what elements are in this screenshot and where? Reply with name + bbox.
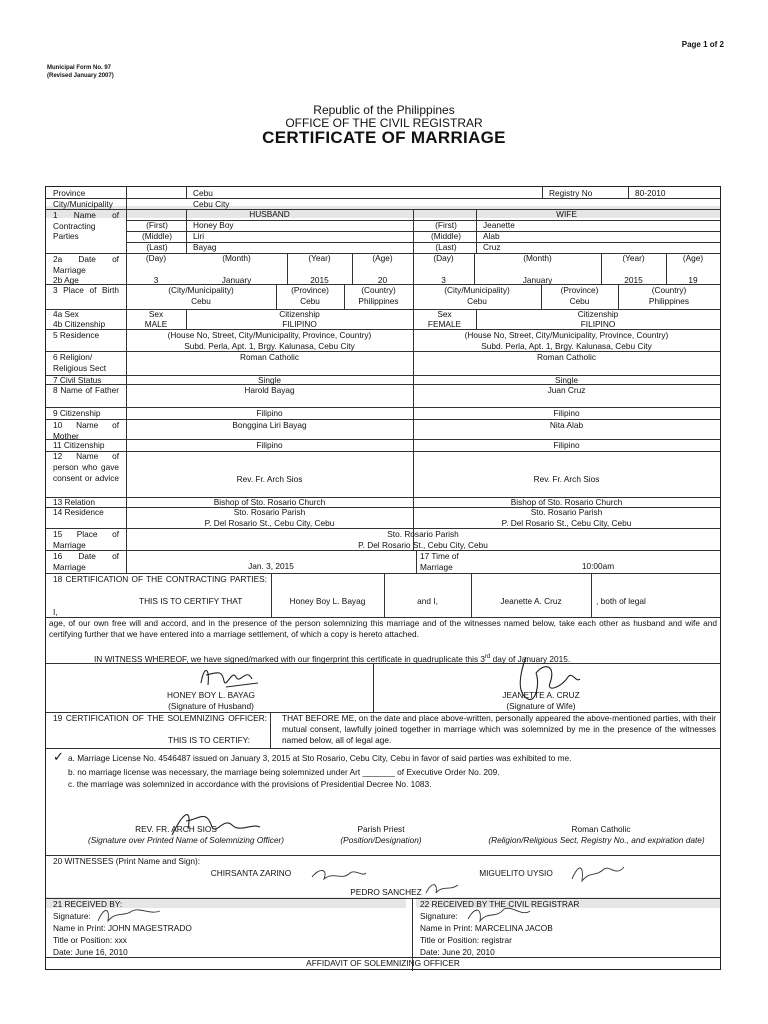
sex-label-w: Sex	[437, 309, 452, 319]
cert18-witness-post: day of January 2015.	[490, 653, 571, 664]
wife-birth-country: Philippines	[648, 296, 690, 306]
husband-civil-status: Single	[257, 375, 282, 385]
wife-day: 3	[441, 275, 446, 285]
cert19-label: 19 CERTIFICATION OF THE SOLEMNIZING OFFICER:	[53, 713, 267, 723]
cert18-witness-pre: IN WITNESS WHEREOF, we have signed/marked with our fingerprint this certificate in quadruplicate this 3	[94, 653, 486, 664]
form-number	[47, 64, 114, 80]
middle-label-w: (Middle)	[431, 231, 461, 241]
country-label-h: (Country)	[361, 285, 396, 295]
cert18-both: , both of legal	[596, 596, 646, 606]
citizenship11-label: 11 Citizenship	[53, 440, 105, 450]
wife-father: Juan Cruz	[547, 385, 586, 395]
husband-residence: Subd. Perla, Apt. 1, Brgy. Kalunasa, Cebu City	[184, 341, 355, 351]
husband-citizenship: FILIPINO	[282, 319, 317, 329]
husband-sex: MALE	[144, 319, 168, 329]
marriage-time: 10:00am	[581, 561, 615, 571]
cert18-paragraph: age, of our own free will and accord, and in the presence of the person solemnizing this marriage and of the witnesses named below, take each other as husband and wife and certifying further that we have entered into a marriage settlement, of which a copy is hereto attached.	[49, 618, 717, 639]
wife-age: 19	[688, 275, 698, 285]
witness-2: MIGUELITO UYSIO	[479, 868, 553, 878]
received21-signature: Signature:	[53, 911, 91, 921]
wife-residence: Subd. Perla, Apt. 1, Brgy. Kalunasa, Cebu City	[481, 341, 652, 351]
cert19-certify: THIS IS TO CERTIFY:	[168, 735, 251, 745]
cert18-and-i: and I,	[417, 596, 438, 606]
province-label-w: (Province)	[560, 285, 599, 295]
cert18-husband-name: Honey Boy L. Bayag	[289, 596, 366, 606]
husband-birth-country: Philippines	[358, 296, 399, 306]
city-value: Cebu City	[193, 199, 230, 209]
wife-civil-status: Single	[554, 375, 579, 385]
office-heading: OFFICE OF THE CIVIL REGISTRAR	[285, 116, 483, 130]
cert18-witness-line	[94, 652, 570, 664]
cert19-text: THAT BEFORE ME, on the date and place above-written, personally appeared the above-mentioned parties, with their mutual consent, lawfully joined together in marriage which was solemnized by me in the presence of the witnesses named below, all of legal age.	[282, 713, 716, 745]
husband-signature	[196, 663, 266, 693]
footer-affidavit: AFFIDAVIT OF SOLEMNIZING OFFICER	[306, 958, 460, 968]
age-label-h: (Age)	[372, 253, 393, 263]
citizenship-row-label: 4b Citizenship	[53, 319, 106, 329]
father-label: 8 Name of Father	[53, 385, 119, 395]
residence-label: 5 Residence	[53, 330, 100, 340]
husband-month: January	[221, 275, 252, 285]
citizenship-label-h: Citizenship	[279, 309, 320, 319]
province-label-h: (Province)	[291, 285, 329, 295]
religion-caption: (Religion/Religious Sect, Registry No., and expiration date)	[488, 835, 705, 845]
religion-label: 6 Religion/ Religious Sect	[53, 352, 107, 373]
received21-date: Date: June 16, 2010	[53, 947, 128, 957]
wife-year: 2015	[624, 275, 643, 285]
time-marriage-label: 17 Time of Marriage	[420, 551, 459, 572]
first-label-w: (First)	[435, 220, 457, 230]
document-title: CERTIFICATE OF MARRIAGE	[262, 128, 506, 147]
cert19-option-a: a. Marriage License No. 4546487 issued on January 3, 2015 at Sto Rosario, Cebu City, Cebu in favor of said parties was exhibited to me.	[68, 753, 572, 763]
name-label: 1 Name of Contracting Parties	[53, 210, 119, 241]
witnesses-label: 20 WITNESSES (Print Name and Sign):	[53, 856, 201, 866]
cert18-i: I,	[53, 607, 58, 617]
husband-consent-res1: Sto. Rosario Parish	[233, 507, 306, 517]
wife-birth-city: Cebu	[467, 296, 487, 306]
republic-heading: Republic of the Philippines	[313, 103, 455, 117]
husband-middle-name: Liri	[193, 231, 205, 241]
husband-father-citizenship: Filipino	[256, 408, 283, 418]
officer-religion: Roman Catholic	[571, 824, 631, 834]
husband-day: 3	[153, 275, 159, 285]
wife-citizenship: FILIPINO	[580, 319, 616, 329]
cityprov-label-h: (City/Municipality)	[168, 285, 234, 295]
wife-father-citizenship: Filipino	[553, 408, 580, 418]
province-value: Cebu	[193, 188, 213, 198]
province-label: Province	[53, 188, 86, 198]
wife-sig-name: JEANETTE A. CRUZ	[502, 690, 580, 700]
page-number: Page 1 of 2	[681, 40, 724, 49]
cert18-certify: THIS IS TO CERTIFY THAT	[139, 596, 243, 606]
registry-label: Registry No	[549, 188, 593, 198]
received21-name: Name in Print: JOHN MAGESTRADO	[53, 923, 192, 933]
received22-signature-mark	[464, 903, 534, 925]
country-label-w: (Country)	[651, 285, 687, 295]
husband-age: 20	[377, 275, 388, 285]
received22-name: Name in Print: MARCELINA JACOB	[420, 923, 553, 933]
officer-name: REV. FR. ARCH SIOS	[135, 824, 217, 834]
mother-label: 10 Name of Mother	[53, 420, 119, 441]
wife-consent-res1: Sto. Rosario Parish	[530, 507, 603, 517]
wife-signature	[506, 653, 586, 703]
month-label-h: (Month)	[222, 253, 251, 263]
last-label-w: (Last)	[435, 242, 457, 252]
position-caption: (Position/Designation)	[340, 835, 422, 845]
received22-signature: Signature:	[420, 911, 458, 921]
marriage-place-1: Sto. Rosario Parish	[387, 529, 459, 539]
marriage-date: Jan. 3, 2015	[248, 561, 294, 571]
year-label-h: (Year)	[308, 253, 331, 263]
wife-relation: Bishop of Sto. Rosario Church	[510, 497, 623, 507]
middle-label-h: (Middle)	[142, 231, 172, 241]
year-label-w: (Year)	[622, 253, 645, 263]
relation-label: 13 Relation	[53, 497, 95, 507]
husband-birth-province: Cebu	[300, 296, 320, 306]
wife-mother-citizenship: Filipino	[553, 440, 580, 450]
cert19-option-c: c. the marriage was solemnized in accordance with the provisions of Presidential Decree No. 1083.	[68, 779, 432, 789]
witness-2-signature	[566, 861, 626, 885]
cityprov-label-w: (City/Municipality)	[444, 285, 510, 295]
received22-label: 22 RECEIVED BY THE CIVIL REGISTRAR	[420, 899, 580, 909]
husband-year: 2015	[310, 275, 329, 285]
cert18-label: 18 CERTIFICATION OF THE CONTRACTING PARTIES:	[53, 574, 267, 584]
sex-label-h: Sex	[148, 309, 164, 319]
husband-relation: Bishop of Sto. Rosario Church	[213, 497, 326, 507]
day-label-h: (Day)	[145, 253, 167, 263]
checkmark-icon: ✓	[53, 749, 64, 764]
husband-mother: Bonggina Liri Bayag	[232, 420, 307, 430]
marriage-certificate-form	[45, 186, 721, 970]
age-row-label: 2b Age	[53, 275, 79, 285]
wife-birth-province: Cebu	[569, 296, 590, 306]
city-label: City/Municipality	[53, 199, 113, 209]
wife-consent: Rev. Fr. Arch Sios	[533, 474, 600, 484]
cert18-wife-name: Jeanette A. Cruz	[500, 596, 562, 606]
residence14-label: 14 Residence	[53, 507, 104, 517]
witness-3-signature	[422, 879, 462, 897]
wife-last-name: Cruz	[483, 242, 501, 252]
husband-last-name: Bayag	[193, 242, 217, 252]
registry-value: 80-2010	[635, 188, 666, 198]
place-marriage-label: 15 Place of Marriage	[53, 529, 119, 550]
husband-consent-res2: P. Del Rosario St., Cebu City, Cebu	[204, 518, 335, 528]
citizenship-label-w: Citizenship	[577, 309, 619, 319]
husband-sig-name: HONEY BOY L. BAYAG	[167, 690, 255, 700]
date-marriage-label: 16 Date of Marriage	[53, 551, 119, 572]
officer-position: Parish Priest	[357, 824, 405, 834]
husband-consent: Rev. Fr. Arch Sios	[236, 474, 303, 484]
received22-title: Title or Position: registrar	[420, 935, 512, 945]
age-label-w: (Age)	[682, 253, 704, 263]
first-label-h: (First)	[146, 220, 168, 230]
husband-first-name: Honey Boy	[193, 220, 234, 230]
wife-religion: Roman Catholic	[536, 352, 597, 362]
month-label-w: (Month)	[523, 253, 552, 263]
received21-label: 21 RECEIVED BY:	[53, 899, 123, 909]
wife-column-header: WIFE	[556, 209, 577, 219]
husband-column-header: HUSBAND	[249, 209, 290, 219]
wife-first-name: Jeanette	[483, 220, 515, 230]
husband-sig-caption: (Signature of Husband)	[168, 701, 254, 711]
wife-middle-name: Alab	[483, 231, 500, 241]
citizenship9-label: 9 Citizenship	[53, 408, 101, 418]
witness-1-signature	[308, 863, 368, 885]
consent-label: 12 Name of person who gave consent or advice	[53, 451, 119, 483]
wife-consent-res2: P. Del Rosario St., Cebu City, Cebu	[501, 518, 632, 528]
day-label-w: (Day)	[433, 253, 454, 263]
husband-religion: Roman Catholic	[239, 352, 300, 362]
cert19-option-b: b. no marriage license was necessary, the marriage being solemnized under Art _______ of Executive Order No. 209.	[68, 767, 500, 777]
received21-signature-mark	[94, 903, 164, 925]
wife-month: January	[522, 275, 553, 285]
witness-3: PEDRO SANCHEZ	[350, 887, 422, 897]
received22-date: Date: June 20, 2010	[420, 947, 495, 957]
husband-father: Harold Bayag	[244, 385, 295, 395]
civil-status-label: 7 Civil Status	[53, 375, 102, 385]
cert18-witness-sup: rd	[485, 654, 491, 660]
received21-title: Title or Position: xxx	[53, 935, 127, 945]
officer-caption: (Signature over Printed Name of Solemnizing Officer)	[88, 835, 284, 845]
address-hint-w: (House No, Street, City/Municipality, Province, Country)	[464, 330, 669, 340]
form-revised-line: (Revised January 2007)	[47, 73, 114, 79]
husband-mother-citizenship: Filipino	[256, 440, 283, 450]
witness-1: CHIRSANTA ZARINO	[210, 868, 292, 878]
date-label: 2a Date of Marriage	[53, 254, 119, 275]
place-birth-label: 3 Place of Birth	[53, 285, 119, 295]
last-label-h: (Last)	[146, 242, 168, 252]
husband-birth-city: Cebu	[191, 296, 211, 306]
address-hint-h: (House No, Street, City/Municipality, Province, Country)	[167, 330, 372, 340]
wife-sex: FEMALE	[427, 319, 462, 329]
form-number-line: Municipal Form No. 97	[47, 65, 112, 71]
marriage-place-2: P. Del Rosario St., Cebu City, Cebu	[358, 540, 488, 550]
sex-row-label: 4a Sex	[53, 309, 79, 319]
wife-sig-caption: (Signature of Wife)	[506, 701, 576, 711]
wife-mother: Nita Alab	[549, 420, 584, 430]
